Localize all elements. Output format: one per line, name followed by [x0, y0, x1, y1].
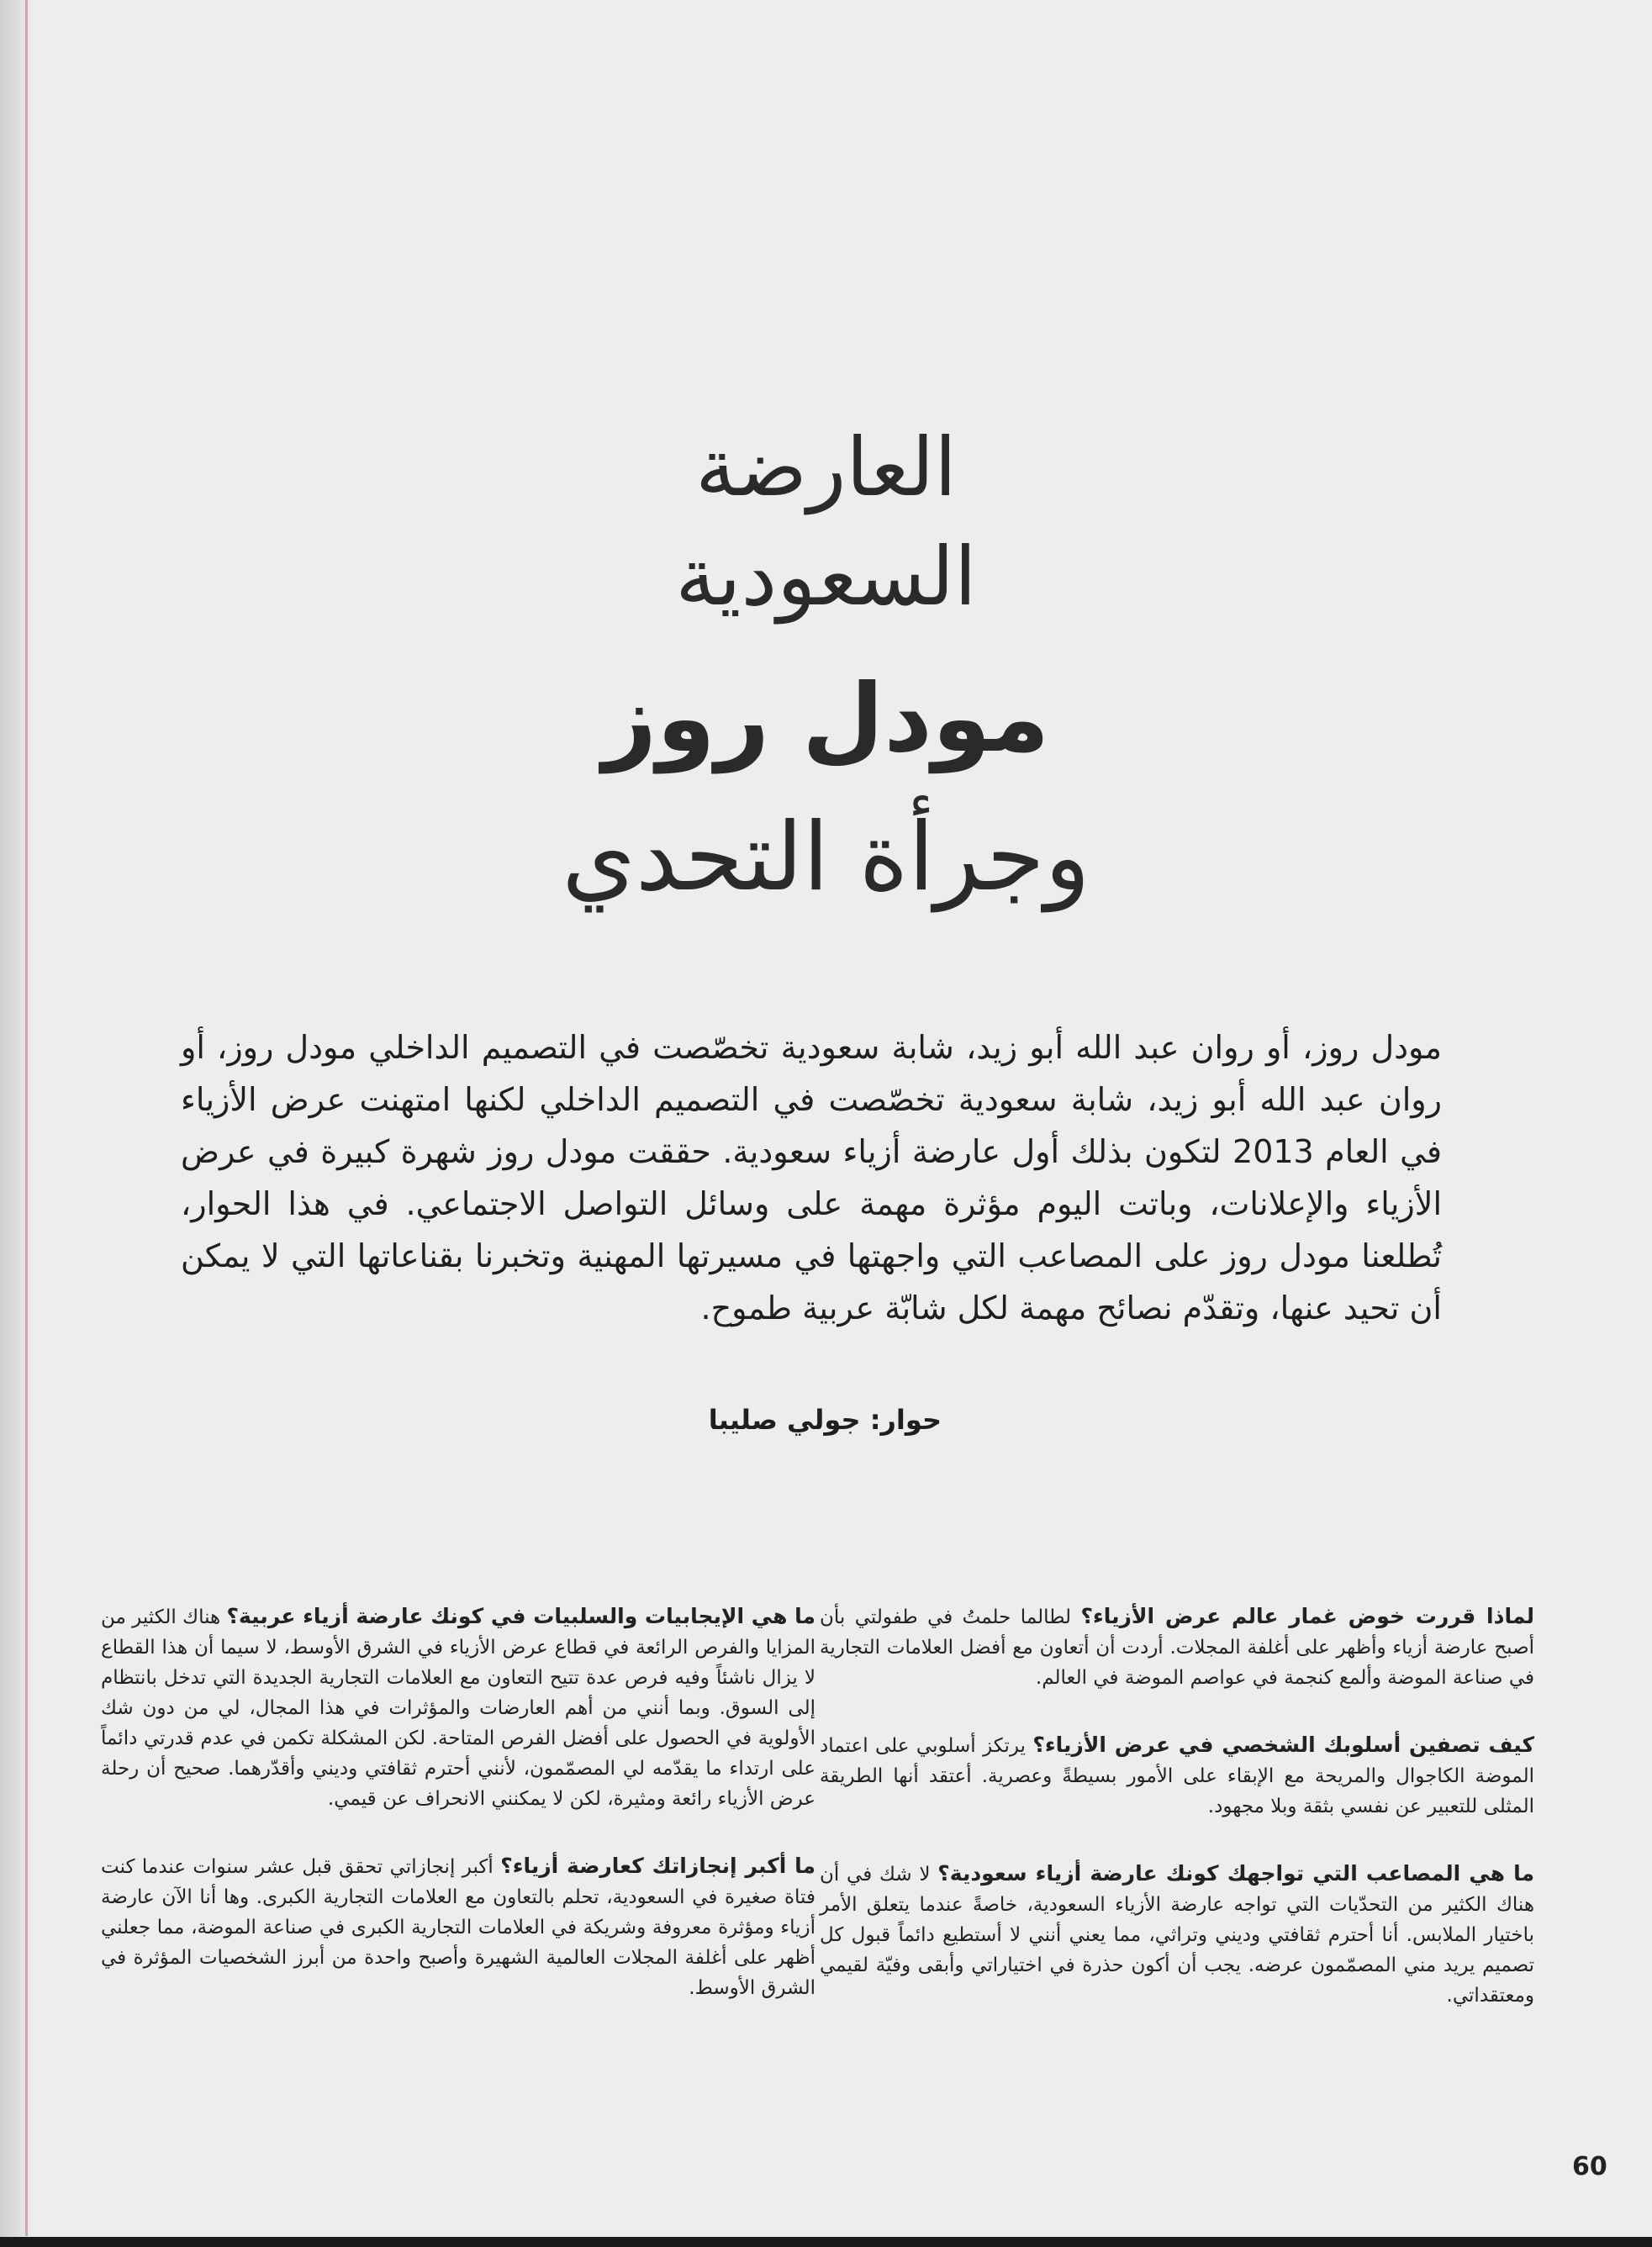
answer: أكبر إنجازاتي تحقق قبل عشر سنوات عندما كنت فتاة صغيرة في السعودية، تحلم بالتعاون مع العلامات التجارية الكبرى. وها أنا الآن عارضة أزياء ومؤثرة معروفة وشريكة في العلامات التجارية الكبرى في صناعة الموضة، مما جعلني أظهر على أغلفة المجلات العالمية الشهيرة وأصبح واحدة من أبرز الشخصيات المؤثرة في الشرق الأوسط. [101, 1856, 815, 1999]
qa-block [820, 1859, 1534, 2011]
page-binding-shadow [0, 0, 34, 2247]
title-line-3: مودل روز [602, 664, 1050, 773]
byline: حوار: جولي صليبا [708, 1404, 942, 1436]
question: ما هي المصاعب التي تواجهك كونك عارضة أزياء سعودية؟ [937, 1861, 1535, 1886]
qa-block [101, 1851, 815, 2003]
qa-block [101, 1601, 815, 1814]
title-line-1: العارضة [695, 420, 957, 514]
left-column [101, 1601, 815, 2040]
question: ما أكبر إنجازاتك كعارضة أزياء؟ [500, 1854, 815, 1878]
right-column [820, 1601, 1534, 2048]
answer: لطالما حلمتُ في طفولتي بأن أصبح عارضة أزياء وأظهر على أغلفة المجلات. أردت أن أتعاون مع أفضل العلامات التجارية في صناعة الموضة وألمع كنجمة في عواصم الموضة في العالم. [820, 1606, 1534, 1689]
page-number: 60 [1572, 2152, 1607, 2181]
bottom-edge-bar [0, 2237, 1652, 2247]
qa-block [820, 1601, 1534, 1693]
intro-paragraph: مودل روز، أو روان عبد الله أبو زيد، شابة سعودية تخصّصت في التصميم الداخلي مودل روز، أو روان عبد الله أبو زيد، شابة سعودية تخصّصت في التصميم الداخلي لكنها امتهنت عرض الأزياء في العام 2013 لتكون بذلك أول عارضة أزياء سعودية. حققت مودل روز شهرة كبيرة في عرض الأزياء والإعلانات، وباتت اليوم مؤثرة مهمة على وسائل التواصل الاجتماعي. في هذا الحوار، تُطلعنا مودل روز على المصاعب التي واجهتها في مسيرتها المهنية وتخبرنا بقناعاتها التي لا يمكن أن تحيد عنها، وتقدّم نصائح مهمة لكل شابّة عربية طموح. [181, 1029, 1442, 1327]
title-line-4: وجرأة التحدي [562, 803, 1090, 912]
left-edge-rule [25, 0, 28, 2236]
answer: هناك الكثير من المزايا والفرص الرائعة في قطاع عرض الأزياء في الشرق الأوسط، لا سيما أن هذا القطاع لا يزال ناشئاً وفيه فرص عدة تتيح التعاون مع العلامات التجارية الجديدة التي تدخل بانتظام إلى السوق. وبما أنني من أهم العارضات والمؤثرات في هذا المجال، لي من دون شك الأولوية في الحصول على أفضل الفرص المتاحة. لكن المشكلة تكمن في عدم قدرتي دائماً على ارتداء ما يقدّمه لي المصمّمون، لأنني أحترم ثقافتي وديني وأقدّرهما. صحيح أن رحلة عرض الأزياء رائعة ومثيرة، لكن لا يمكنني الانحراف عن قيمي. [101, 1606, 815, 1810]
answer: لا شك في أن هناك الكثير من التحدّيات التي تواجه عارضة الأزياء السعودية، خاصةً عندما يتعلق الأمر باختيار الملابس. أنا أحترم ثقافتي وديني وتراثي، مما يعني أنني لا أستطيع دائماً قبول كل تصميم يريد مني المصمّمون عرضه. يجب أن أكون حذرة في اختياراتي وأبقى وفيّة لقيمي ومعتقداتي. [820, 1864, 1534, 2007]
qa-block [820, 1730, 1534, 1822]
answer: يرتكز أسلوبي على اعتماد الموضة الكاجوال والمريحة مع الإبقاء على الأمور بسيطةً وعصرية. أعتقد أنها الطريقة المثلى للتعبير عن نفسي بثقة وبلا مجهود. [820, 1735, 1534, 1817]
title-line-2: السعودية [675, 530, 977, 624]
question: ما هي الإيجابيات والسلبيات في كونك عارضة أزياء عربية؟ [226, 1604, 815, 1628]
question: كيف تصفين أسلوبك الشخصي في عرض الأزياء؟ [1032, 1733, 1534, 1757]
question: لماذا قررت خوض غمار عالم عرض الأزياء؟ [1080, 1604, 1534, 1628]
